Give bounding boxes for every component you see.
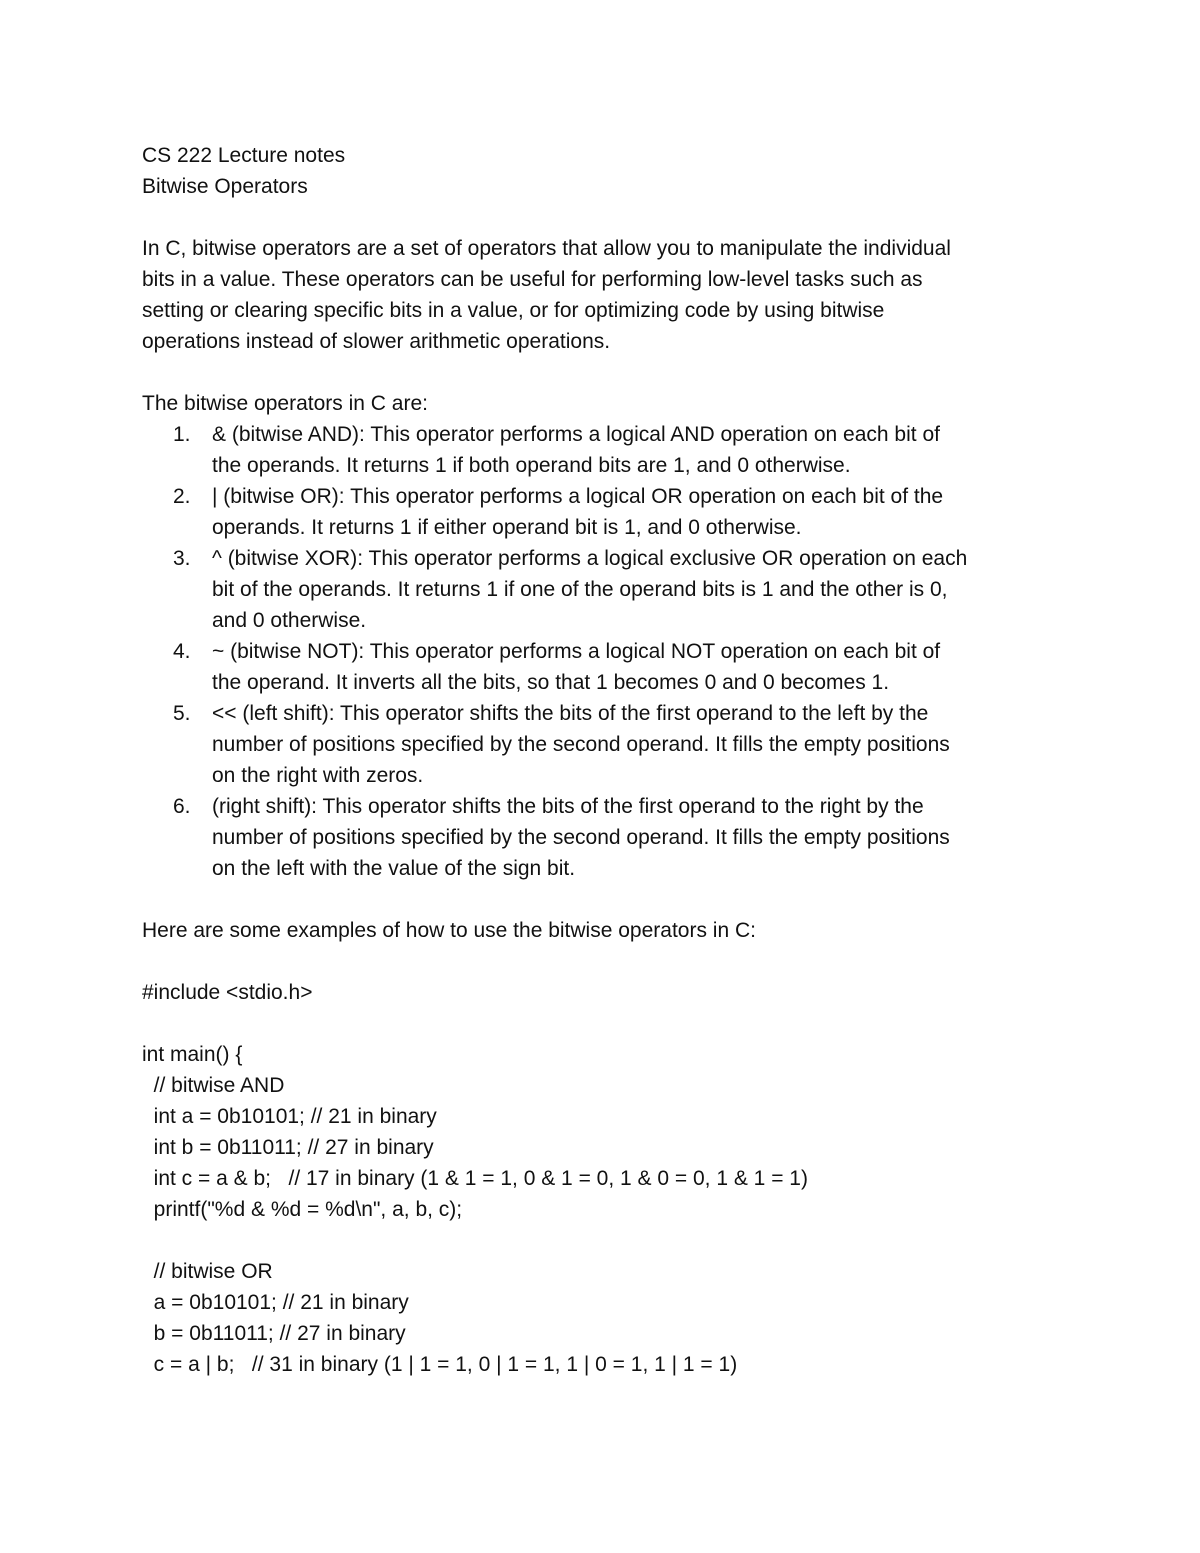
code-example [142, 1039, 1072, 1380]
code-line: printf("%d & %d = %d\n", a, b, c); [142, 1198, 463, 1221]
list-item-line: the operands. It returns 1 if both operand bits are 1, and 0 otherwise. [212, 454, 851, 477]
code-line: // bitwise AND [142, 1074, 285, 1097]
list-item [142, 698, 1072, 791]
list-item-line: and 0 otherwise. [212, 609, 367, 632]
list-item [142, 791, 1072, 884]
code-line: int main() { [142, 1043, 243, 1066]
intro-line: In C, bitwise operators are a set of operators that allow you to manipulate the individual [142, 237, 951, 260]
intro-line: setting or clearing specific bits in a value, or for optimizing code by using bitwise [142, 299, 885, 322]
course-title: CS 222 Lecture notes [142, 144, 346, 167]
list-item-line: | (bitwise OR): This operator performs a logical OR operation on each bit of the [212, 485, 944, 508]
list-item-line: on the left with the value of the sign bit. [212, 857, 576, 880]
code-line: int a = 0b10101; // 21 in binary [142, 1105, 437, 1128]
operators-heading: The bitwise operators in C are: [142, 392, 428, 415]
list-item [142, 636, 1072, 698]
code-line: int b = 0b11011; // 27 in binary [142, 1136, 434, 1159]
list-item-line: on the right with zeros. [212, 764, 424, 787]
spacer [142, 946, 1072, 977]
list-item-line: number of positions specified by the second operand. It fills the empty positions [212, 733, 950, 756]
list-item-line: operands. It returns 1 if either operand bit is 1, and 0 otherwise. [212, 516, 802, 539]
code-line: int c = a & b; // 17 in binary (1 & 1 = 1, 0 & 1 = 0, 1 & 0 = 0, 1 & 1 = 1) [142, 1167, 808, 1190]
code-line: c = a | b; // 31 in binary (1 | 1 = 1, 0 | 1 = 1, 1 | 0 = 1, 1 | 1 = 1) [142, 1353, 738, 1376]
code-line: b = 0b11011; // 27 in binary [142, 1322, 406, 1345]
list-number: 6. [173, 795, 191, 818]
list-number: 5. [173, 702, 191, 725]
document-page [142, 140, 1072, 1380]
code-line: // bitwise OR [142, 1260, 273, 1283]
list-item-line: number of positions specified by the second operand. It fills the empty positions [212, 826, 950, 849]
list-item [142, 481, 1072, 543]
list-number: 3. [173, 547, 191, 570]
list-item-line: bit of the operands. It returns 1 if one of the operand bits is 1 and the other is 0, [212, 578, 948, 601]
list-item-line: & (bitwise AND): This operator performs a logical AND operation on each bit of [212, 423, 940, 446]
code-line: a = 0b10101; // 21 in binary [142, 1291, 409, 1314]
list-item [142, 419, 1072, 481]
list-item-line: ^ (bitwise XOR): This operator performs a logical exclusive OR operation on each [212, 547, 968, 570]
list-item [142, 543, 1072, 636]
intro-paragraph [142, 233, 1072, 357]
intro-line: bits in a value. These operators can be useful for performing low-level tasks such as [142, 268, 923, 291]
list-item-line: (right shift): This operator shifts the bits of the first operand to the right by the [212, 795, 924, 818]
examples-heading: Here are some examples of how to use the bitwise operators in C: [142, 919, 756, 942]
code-line [142, 1225, 1072, 1256]
list-item-line: the operand. It inverts all the bits, so that 1 becomes 0 and 0 becomes 1. [212, 671, 890, 694]
operators-list [142, 419, 1072, 884]
list-number: 1. [173, 423, 191, 446]
spacer [142, 1008, 1072, 1039]
spacer [142, 357, 1072, 388]
list-number: 4. [173, 640, 191, 663]
topic-title: Bitwise Operators [142, 175, 308, 198]
spacer [142, 202, 1072, 233]
include-line: #include <stdio.h> [142, 981, 313, 1004]
intro-line: operations instead of slower arithmetic operations. [142, 330, 611, 353]
list-item-line: ~ (bitwise NOT): This operator performs a logical NOT operation on each bit of [212, 640, 941, 663]
list-item-line: << (left shift): This operator shifts the bits of the first operand to the left by the [212, 702, 929, 725]
list-number: 2. [173, 485, 191, 508]
spacer [142, 884, 1072, 915]
